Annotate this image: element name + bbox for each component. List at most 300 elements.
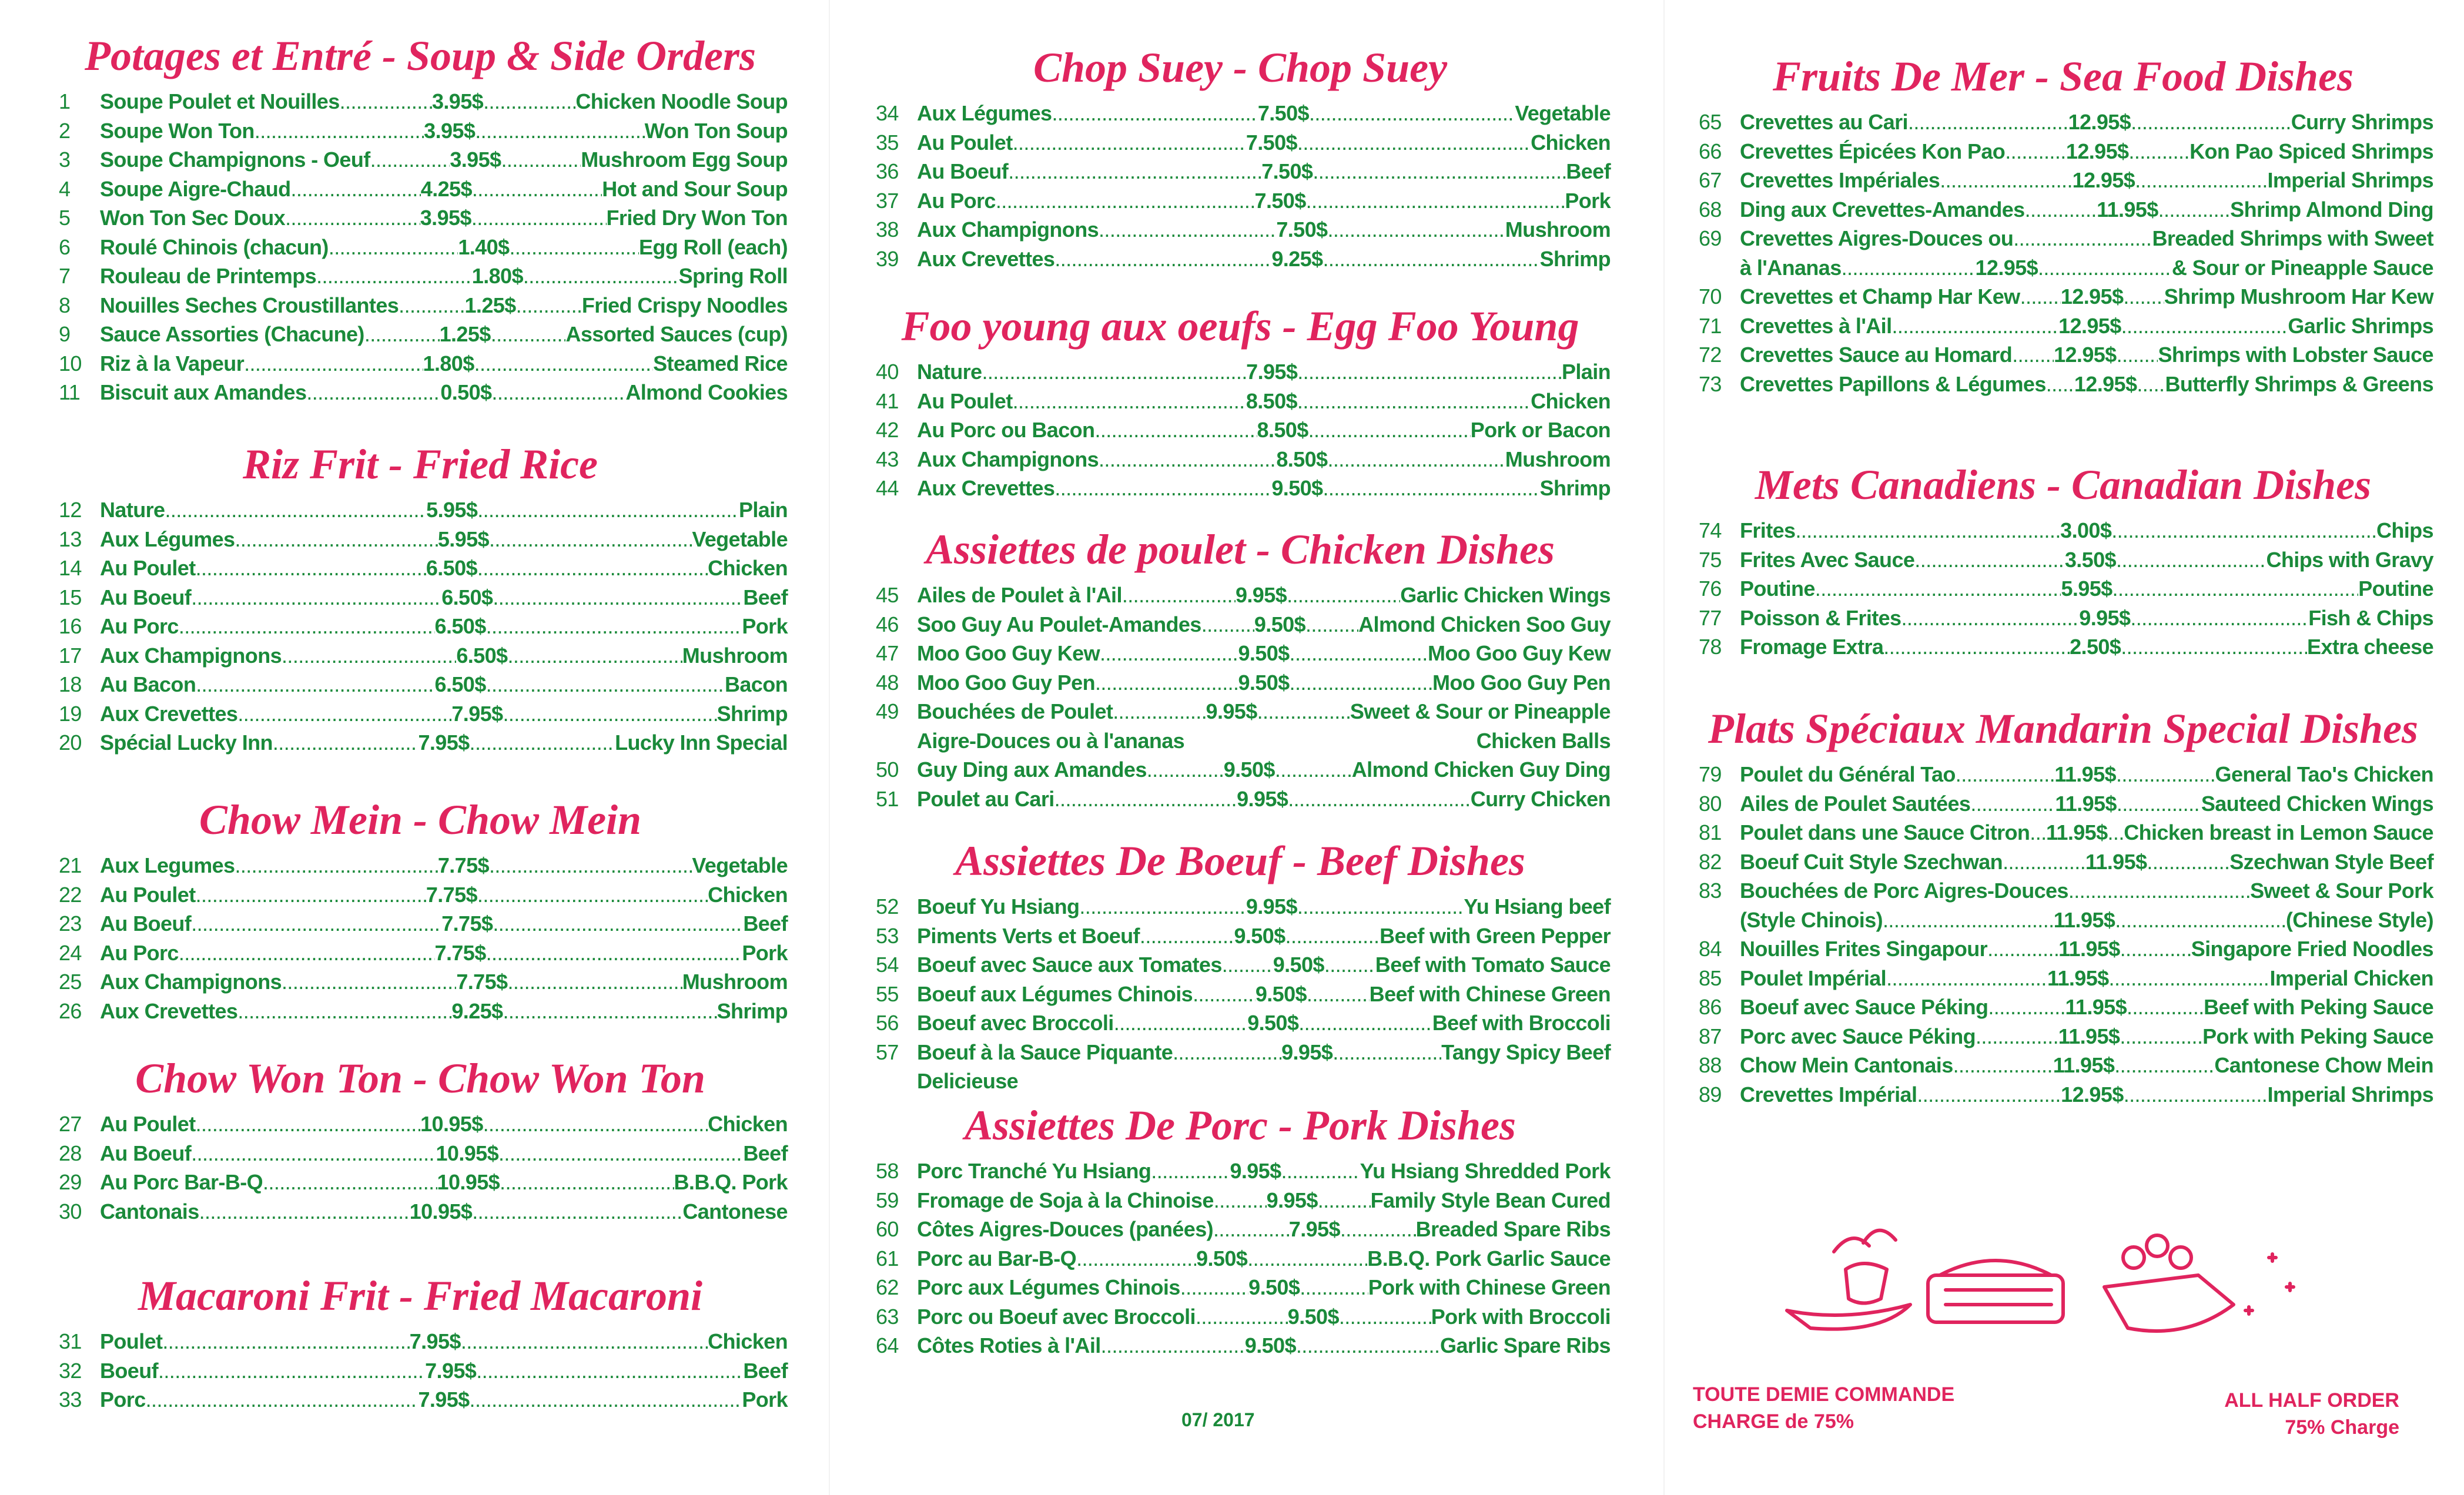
item-name-en: Chicken xyxy=(1531,130,1611,155)
dot-leader xyxy=(1122,581,1236,610)
item-price: 1.80$ xyxy=(471,264,523,288)
menu-item xyxy=(53,87,788,116)
menu-item-list xyxy=(870,581,1611,813)
dot-leader xyxy=(196,670,434,699)
item-number: 3 xyxy=(59,148,71,172)
dot-leader xyxy=(1099,215,1276,244)
item-name-en: Beef xyxy=(743,911,788,936)
menu-section xyxy=(53,793,788,1025)
dot-leader xyxy=(1953,1051,2053,1080)
menu-item-list xyxy=(53,851,788,1025)
menu-item xyxy=(53,378,788,407)
item-price: 9.95$ xyxy=(1235,583,1287,607)
item-price: 10.95$ xyxy=(436,1141,499,1165)
dot-leader xyxy=(158,1356,425,1386)
section-title: Fruits De Mer - Sea Food Dishes xyxy=(1772,53,2354,100)
item-name-en: Steamed Rice xyxy=(653,351,788,376)
item-name-fr: Au Porc xyxy=(100,614,179,638)
menu-item-list xyxy=(1693,760,2433,1109)
menu-item xyxy=(1693,1022,2433,1051)
item-number: 23 xyxy=(59,911,82,936)
item-name-fr: Nature xyxy=(100,498,165,522)
menu-item xyxy=(53,938,788,968)
dot-leader xyxy=(2123,282,2164,311)
item-price: 11.95$ xyxy=(2054,762,2116,786)
item-name-fr: Frites xyxy=(1740,518,1796,542)
dot-leader xyxy=(399,291,464,320)
item-name-en: Pork with Chinese Green xyxy=(1368,1275,1611,1299)
menu-item-list xyxy=(1693,108,2433,398)
item-name-en: Mushroom xyxy=(682,643,788,668)
dot-leader xyxy=(2147,847,2229,877)
item-number: 75 xyxy=(1699,547,1722,572)
menu-item xyxy=(870,415,1611,445)
dot-leader xyxy=(196,880,426,910)
menu-item xyxy=(1693,370,2433,399)
item-name-en: Chicken breast in Lemon Sauce xyxy=(2124,820,2433,844)
item-number: 11 xyxy=(59,380,81,404)
dot-leader xyxy=(2128,137,2190,166)
item-price: 9.50$ xyxy=(1238,641,1290,665)
item-name-fr: Porc xyxy=(100,1387,146,1412)
item-name-fr: Aux Champignons xyxy=(100,970,282,994)
menu-item xyxy=(1693,166,2433,195)
menu-item xyxy=(53,1385,788,1414)
menu-item xyxy=(53,1356,788,1386)
menu-item xyxy=(1693,1051,2433,1080)
dot-leader xyxy=(1305,610,1358,639)
menu-item xyxy=(1693,760,2433,789)
item-name-fr: Biscuit aux Amandes xyxy=(100,380,307,404)
item-name-fr: Ailes de Poulet Sautées xyxy=(1740,791,1971,816)
dot-leader xyxy=(196,554,426,583)
item-number: 73 xyxy=(1699,371,1722,396)
menu-item xyxy=(870,1331,1611,1360)
item-number: 49 xyxy=(876,699,899,723)
item-name-fr: Crevettes et Champ Har Kew xyxy=(1740,284,2020,309)
item-price: 7.95$ xyxy=(418,1387,470,1412)
item-name-en: Chicken xyxy=(708,882,788,907)
item-name-fr: Poisson & Frites xyxy=(1740,605,1901,630)
dot-leader xyxy=(1956,760,2055,789)
section-title: Riz Frit - Fried Rice xyxy=(242,441,598,488)
item-name-fr: Aux Crevettes xyxy=(917,476,1055,500)
menu-item xyxy=(53,145,788,175)
dot-leader xyxy=(472,1197,682,1226)
item-name-en: Curry Chicken xyxy=(1470,786,1611,811)
item-price: 9.50$ xyxy=(1238,670,1290,695)
item-number: 54 xyxy=(876,953,899,977)
item-number: 19 xyxy=(59,701,82,726)
section-title: Assiettes De Boeuf - Beef Dishes xyxy=(955,837,1525,884)
menu-item xyxy=(870,610,1611,639)
dot-leader xyxy=(162,1327,409,1356)
dot-leader xyxy=(982,357,1246,387)
item-name-fr: Poulet dans une Sauce Citron xyxy=(1740,820,2030,844)
section-title: Assiettes De Porc - Pork Dishes xyxy=(965,1102,1516,1149)
dot-leader xyxy=(1327,445,1505,474)
menu-item xyxy=(870,980,1611,1009)
menu-section xyxy=(53,1269,788,1414)
dot-leader xyxy=(2131,108,2291,137)
dot-leader xyxy=(2003,847,2085,877)
dot-leader xyxy=(2121,311,2288,341)
menu-item xyxy=(870,357,1611,387)
dot-leader xyxy=(501,145,581,175)
menu-item xyxy=(870,186,1611,216)
item-name-fr: Fromage Extra xyxy=(1740,635,1884,659)
item-name-fr: Poulet au Cari xyxy=(917,786,1054,811)
dot-leader xyxy=(1147,755,1224,785)
item-number: 38 xyxy=(876,217,899,242)
item-price: 5.95$ xyxy=(426,498,478,522)
item-number: 50 xyxy=(876,757,899,782)
menu-item xyxy=(53,233,788,262)
item-name-en: Almond Chicken Guy Ding xyxy=(1351,757,1611,782)
item-price: 3.50$ xyxy=(2064,547,2116,572)
dot-leader xyxy=(2124,1080,2268,1109)
dot-leader xyxy=(191,909,441,938)
menu-item xyxy=(870,921,1611,951)
dot-leader xyxy=(2038,253,2172,283)
dot-leader xyxy=(1281,1157,1360,1186)
dot-leader xyxy=(2127,993,2204,1022)
dot-leader xyxy=(2121,632,2307,662)
item-name-fr: Soupe Aigre-Chaud xyxy=(100,176,291,201)
item-name-fr: Au Porc ou Bacon xyxy=(917,418,1095,442)
menu-item-continuation xyxy=(870,1067,1611,1096)
menu-item xyxy=(870,668,1611,698)
dot-leader xyxy=(1257,697,1350,726)
dot-leader xyxy=(255,116,424,146)
item-name-en: Sauteed Chicken Wings xyxy=(2201,791,2434,816)
dot-leader xyxy=(493,909,743,938)
item-name-fr: Boeuf à la Sauce Piquante xyxy=(917,1040,1173,1064)
dot-leader xyxy=(472,175,602,204)
item-number: 52 xyxy=(876,894,899,919)
item-name-en: Moo Goo Guy Kew xyxy=(1428,641,1611,665)
item-name-en: Shrimp Almond Ding xyxy=(2230,197,2433,222)
dot-leader xyxy=(2115,906,2286,935)
item-price: 9.50$ xyxy=(1247,1011,1299,1035)
item-number: 57 xyxy=(876,1040,899,1064)
item-name-en: Yu Hsiang Shredded Pork xyxy=(1360,1159,1611,1183)
menu-item xyxy=(870,1244,1611,1273)
dot-leader xyxy=(1988,993,2065,1022)
dot-leader xyxy=(2135,166,2267,195)
item-number: 89 xyxy=(1699,1082,1722,1107)
menu-item xyxy=(870,639,1611,668)
item-price: 9.95$ xyxy=(1230,1159,1281,1183)
item-name-fr: Aux Champignons xyxy=(917,217,1099,242)
dot-leader xyxy=(2030,818,2046,847)
item-name-fr: Au Porc xyxy=(917,188,996,213)
item-name-fr: Poulet du Général Tao xyxy=(1740,762,1956,786)
item-name-en: Plain xyxy=(738,498,788,522)
dot-leader xyxy=(2109,964,2270,993)
menu-item xyxy=(53,909,788,938)
menu-item xyxy=(870,755,1611,785)
item-name-en: Chips xyxy=(2376,518,2433,542)
menu-item xyxy=(870,128,1611,157)
dot-leader xyxy=(2137,370,2165,399)
item-number: 47 xyxy=(876,641,899,665)
item-number: 77 xyxy=(1699,605,1722,630)
dot-leader xyxy=(474,349,653,378)
section-title: Assiettes de poulet - Chicken Dishes xyxy=(925,526,1555,573)
item-price: 7.50$ xyxy=(1254,188,1306,213)
dot-leader xyxy=(2111,516,2376,545)
item-name-fr: Boeuf Yu Hsiang xyxy=(917,894,1080,919)
item-name-en: Lucky Inn Special xyxy=(615,730,788,755)
item-name-en: Beef with Peking Sauce xyxy=(2204,995,2433,1019)
menu-item xyxy=(1693,789,2433,819)
dot-leader xyxy=(509,233,639,262)
dot-leader xyxy=(263,1168,437,1197)
item-name-fr: Nouilles Frites Singapour xyxy=(1740,937,1988,961)
item-number: 1 xyxy=(59,89,71,113)
item-price: 9.25$ xyxy=(451,998,503,1023)
item-price: 9.50$ xyxy=(1196,1246,1248,1271)
dot-leader xyxy=(1180,1273,1248,1302)
dot-leader xyxy=(2005,137,2066,166)
item-name-fr: Rouleau de Printemps xyxy=(100,264,317,288)
menu-item xyxy=(870,244,1611,274)
item-name-en: Beef xyxy=(1566,159,1611,183)
item-name-fr: Crevettes Sauce au Homard xyxy=(1740,343,2013,367)
menu-item xyxy=(1693,876,2433,906)
dot-leader xyxy=(290,175,420,204)
dot-leader xyxy=(282,967,456,997)
item-price: 11.95$ xyxy=(2065,995,2127,1019)
item-number: 2 xyxy=(59,118,71,143)
menu-item xyxy=(1693,137,2433,166)
dot-leader xyxy=(1196,1302,1288,1332)
item-price: 11.95$ xyxy=(2053,907,2115,932)
item-name-en: Beef with Chinese Green xyxy=(1369,981,1611,1006)
menu-item xyxy=(870,892,1611,921)
menu-item-list xyxy=(53,1327,788,1414)
dot-leader xyxy=(1099,445,1276,474)
dot-leader xyxy=(1222,950,1273,980)
menu-item xyxy=(870,445,1611,474)
item-price: 3.00$ xyxy=(2060,518,2112,542)
dot-leader xyxy=(1883,906,2054,935)
item-name-fr: Ding aux Crevettes-Amandes xyxy=(1740,197,2025,222)
dot-leader xyxy=(1287,581,1400,610)
panel-fold xyxy=(829,0,830,1495)
menu-item xyxy=(1693,108,2433,137)
dot-leader xyxy=(1054,244,1271,274)
dot-leader xyxy=(1891,311,2058,341)
item-name-fr: Boeuf xyxy=(100,1358,158,1383)
menu-item xyxy=(1693,224,2433,253)
menu-item xyxy=(870,215,1611,244)
dot-leader xyxy=(1297,387,1531,416)
dot-leader xyxy=(489,851,692,880)
item-number: 8 xyxy=(59,293,71,317)
item-name-fr: Crevettes au Cari xyxy=(1740,110,1908,134)
menu-item xyxy=(870,99,1611,128)
dot-leader xyxy=(179,612,435,641)
item-name-fr: Soupe Champignons - Oeuf xyxy=(100,148,370,172)
item-price: 7.50$ xyxy=(1246,130,1297,155)
dot-leader xyxy=(470,728,615,757)
dot-leader xyxy=(486,612,742,641)
item-name-fr: Guy Ding aux Amandes xyxy=(917,757,1147,782)
item-number: 43 xyxy=(876,447,899,471)
item-name-en: Tangy Spicy Beef xyxy=(1441,1040,1611,1064)
menu-item xyxy=(53,554,788,583)
item-name-fr: Nouilles Seches Croustillantes xyxy=(100,293,399,317)
item-price: 7.75$ xyxy=(434,940,486,965)
dot-leader xyxy=(1324,950,1375,980)
item-name-fr: Boeuf avec Broccoli xyxy=(917,1011,1114,1035)
item-name-en: Egg Roll (each) xyxy=(638,234,788,259)
item-name-en: Beef with Tomato Sauce xyxy=(1375,953,1611,977)
item-name-en-cont: & Sour or Pineapple Sauce xyxy=(2171,255,2433,280)
item-name-en: Family Style Bean Cured xyxy=(1370,1188,1611,1212)
dot-leader xyxy=(503,997,717,1026)
dot-leader xyxy=(996,186,1255,216)
menu-section xyxy=(870,41,1611,273)
menu-item xyxy=(53,641,788,671)
item-number: 86 xyxy=(1699,995,1722,1019)
item-number: 35 xyxy=(876,130,899,155)
dot-leader xyxy=(1296,1331,1440,1360)
item-number: 66 xyxy=(1699,139,1722,163)
menu-item xyxy=(870,1215,1611,1244)
dot-leader xyxy=(1275,755,1352,785)
item-number: 56 xyxy=(876,1011,899,1035)
dot-leader xyxy=(1297,892,1464,921)
item-name-en: Shrimp xyxy=(717,998,788,1023)
item-name-en: Shrimp xyxy=(1539,246,1611,271)
dot-leader xyxy=(476,1356,743,1386)
item-name-fr: Bouchées de Porc Aigres-Douces xyxy=(1740,879,2068,903)
menu-item xyxy=(53,262,788,291)
item-name-en: Beef xyxy=(743,1358,788,1383)
item-price: 8.50$ xyxy=(1257,418,1308,442)
menu-item-list xyxy=(53,1109,788,1226)
item-price: 12.95$ xyxy=(2061,1082,2124,1107)
item-name-en: Fish & Chips xyxy=(2308,605,2433,630)
menu-date: 07/ 2017 xyxy=(1181,1409,1255,1430)
dot-leader xyxy=(1970,789,2055,819)
dot-leader xyxy=(1333,1038,1441,1067)
section-title: Chop Suey - Chop Suey xyxy=(1033,44,1448,91)
item-name-fr: Porc aux Légumes Chinois xyxy=(917,1275,1180,1299)
item-number: 71 xyxy=(1699,313,1722,338)
item-number: 34 xyxy=(876,101,899,125)
item-name-en: Imperial Chicken xyxy=(2269,966,2433,990)
item-number: 85 xyxy=(1699,966,1722,990)
item-number: 5 xyxy=(59,206,71,230)
menu-item-list xyxy=(53,495,788,757)
item-price: 12.95$ xyxy=(2068,110,2131,134)
item-price: 7.95$ xyxy=(425,1358,477,1383)
dot-leader xyxy=(1140,921,1234,951)
item-price: 5.95$ xyxy=(2061,576,2113,601)
dot-leader xyxy=(1247,1244,1367,1273)
dot-leader xyxy=(1940,166,2072,195)
dot-leader xyxy=(471,203,607,233)
item-number: 41 xyxy=(876,388,899,413)
item-price: 10.95$ xyxy=(437,1170,500,1194)
menu-item xyxy=(53,495,788,525)
item-name-fr: Porc ou Boeuf avec Broccoli xyxy=(917,1304,1196,1329)
item-price: 10.95$ xyxy=(409,1199,473,1224)
item-number: 88 xyxy=(1699,1053,1722,1077)
item-name-en: Curry Shrimps xyxy=(2291,110,2433,134)
item-price: 9.50$ xyxy=(1244,1333,1296,1357)
item-name-fr: Moo Goo Guy Pen xyxy=(917,670,1095,695)
item-name-fr: Chow Mein Cantonais xyxy=(1740,1053,1953,1077)
item-name-en: Beef xyxy=(743,1141,788,1165)
dot-leader xyxy=(1815,574,2061,604)
menu-section xyxy=(870,523,1611,813)
menu-item xyxy=(870,1157,1611,1186)
item-name-fr-cont: à l'Ananas xyxy=(1740,255,1842,280)
dot-leader xyxy=(486,938,742,968)
dot-leader xyxy=(2130,604,2308,633)
item-name-en: Garlic Chicken Wings xyxy=(1400,583,1611,607)
item-name-en: Chicken xyxy=(708,556,788,580)
dot-leader xyxy=(475,116,644,146)
item-price: 11.95$ xyxy=(2047,966,2109,990)
item-name-en: Breaded Spare Ribs xyxy=(1415,1217,1611,1241)
item-number: 20 xyxy=(59,730,82,755)
item-name-en: Chicken xyxy=(708,1112,788,1136)
item-price: 9.50$ xyxy=(1254,612,1305,636)
item-price: 12.95$ xyxy=(2074,371,2137,396)
item-price: 1.25$ xyxy=(439,322,491,346)
dot-leader xyxy=(179,938,435,968)
item-number: 12 xyxy=(59,498,82,522)
half-order-note-en xyxy=(2224,1387,2399,1441)
item-number: 78 xyxy=(1699,635,1722,659)
item-name-en: Chicken xyxy=(708,1329,788,1353)
dot-leader xyxy=(1052,99,1257,128)
menu-item xyxy=(1693,964,2433,993)
dot-leader xyxy=(1101,1331,1245,1360)
item-name-fr: Boeuf avec Sauce aux Tomates xyxy=(917,953,1222,977)
dot-leader xyxy=(199,1197,410,1226)
item-name-fr: Sauce Assorties (Chacune) xyxy=(100,322,364,346)
item-number: 25 xyxy=(59,970,82,994)
item-number: 61 xyxy=(876,1246,899,1271)
section-title: Chow Mein - Chow Mein xyxy=(199,796,642,843)
item-price: 3.95$ xyxy=(420,206,471,230)
item-number: 65 xyxy=(1699,110,1722,134)
dot-leader xyxy=(2120,1022,2202,1051)
item-price: 9.95$ xyxy=(1281,1040,1333,1064)
item-name-fr: Porc au Bar-B-Q xyxy=(917,1246,1077,1271)
item-name-fr: Aux Légumes xyxy=(100,527,235,551)
menu-item xyxy=(53,851,788,880)
item-price: 11.95$ xyxy=(2085,849,2147,874)
item-number: 16 xyxy=(59,614,82,638)
menu-section xyxy=(870,300,1611,503)
item-name-en: Vegetable xyxy=(692,853,788,877)
menu-item xyxy=(870,157,1611,186)
item-name-en: Poutine xyxy=(2358,576,2433,601)
dot-leader xyxy=(2117,340,2158,370)
item-number: 10 xyxy=(59,351,82,376)
item-name-en: Butterfly Shrimps & Greens xyxy=(2165,371,2433,396)
dot-leader xyxy=(491,320,566,349)
dot-leader xyxy=(1300,1273,1368,1302)
